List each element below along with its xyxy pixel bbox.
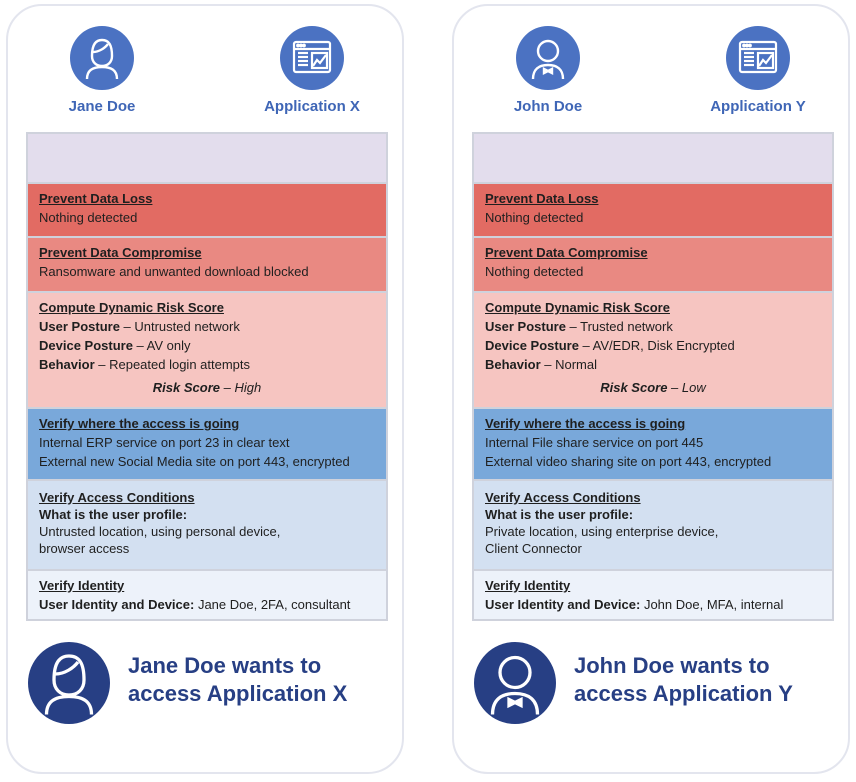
block-title: Compute Dynamic Risk Score xyxy=(39,300,224,315)
policy-stack xyxy=(472,132,834,621)
verify-destination-block xyxy=(472,409,834,481)
block-text: Internal ERP service on port 23 in clear text xyxy=(39,435,290,450)
device-posture-line: Device Posture – AV/EDR, Disk Encrypted xyxy=(485,338,735,353)
male-avatar-icon xyxy=(474,642,556,724)
block-text: Ransomware and unwanted download blocked xyxy=(39,264,309,279)
block-title: Verify Access Conditions xyxy=(485,490,641,505)
risk-score-line: Risk Score – High xyxy=(152,380,262,395)
profile-label: What is the user profile: xyxy=(485,507,634,522)
access-caption: John Doe wants to access Application Y xyxy=(574,653,793,706)
stack-header xyxy=(472,132,834,184)
block-title: Compute Dynamic Risk Score xyxy=(485,300,670,315)
block-text: External video sharing site on port 443, encrypted xyxy=(485,454,772,469)
user-card-john xyxy=(452,4,850,774)
block-title: Prevent Data Compromise xyxy=(39,245,202,260)
user-card-jane xyxy=(6,4,404,774)
block-text: External new Social Media site on port 443, encrypted xyxy=(39,454,350,469)
block-text: browser access xyxy=(39,541,130,556)
application-chart-icon xyxy=(726,26,790,90)
block-title: Verify where the access is going xyxy=(39,416,240,431)
female-user-icon xyxy=(70,26,134,90)
identity-line: User Identity and Device: John Doe, MFA, internal xyxy=(485,597,784,612)
policy-stack xyxy=(26,132,388,621)
identity-line: User Identity and Device: Jane Doe, 2FA, consultant xyxy=(39,597,351,612)
block-text: Untrusted location, using personal device, xyxy=(39,524,281,539)
block-title: Prevent Data Loss xyxy=(485,191,599,206)
block-title: Verify where the access is going xyxy=(485,416,686,431)
user-name-label: John Doe xyxy=(513,98,583,115)
behavior-line: Behavior – Repeated login attempts xyxy=(39,357,251,372)
block-text: Private location, using enterprise device, xyxy=(485,524,719,539)
prevent-data-loss-block xyxy=(472,184,834,238)
application-chart-icon xyxy=(280,26,344,90)
block-text: Client Connector xyxy=(485,541,582,556)
block-title: Prevent Data Loss xyxy=(39,191,153,206)
risk-score-block xyxy=(472,293,834,409)
verify-identity-block xyxy=(26,571,388,621)
stack-header xyxy=(26,132,388,184)
female-avatar-icon xyxy=(28,642,110,724)
application-name-label: Application X xyxy=(264,98,360,115)
block-text: Nothing detected xyxy=(39,210,138,225)
block-title: Verify Identity xyxy=(39,578,125,593)
block-title: Verify Access Conditions xyxy=(39,490,195,505)
risk-score-line: Risk Score – Low xyxy=(600,380,706,395)
prevent-data-loss-block xyxy=(26,184,388,238)
profile-label: What is the user profile: xyxy=(39,507,188,522)
verify-destination-block xyxy=(26,409,388,481)
user-name-label: Jane Doe xyxy=(68,98,136,115)
block-title: Prevent Data Compromise xyxy=(485,245,648,260)
device-posture-line: Device Posture – AV only xyxy=(39,338,191,353)
block-text: Internal File share service on port 445 xyxy=(485,435,704,450)
user-posture-line: User Posture – Untrusted network xyxy=(39,319,240,334)
verify-identity-block xyxy=(472,571,834,621)
prevent-data-compromise-block xyxy=(26,238,388,293)
verify-conditions-block xyxy=(472,481,834,571)
behavior-line: Behavior – Normal xyxy=(485,357,597,372)
access-caption: Jane Doe wants to access Application X xyxy=(128,653,348,706)
application-name-label: Application Y xyxy=(710,98,806,115)
block-text: Nothing detected xyxy=(485,264,584,279)
prevent-data-compromise-block xyxy=(472,238,834,293)
verify-conditions-block xyxy=(26,481,388,571)
block-title: Verify Identity xyxy=(485,578,571,593)
male-user-icon xyxy=(516,26,580,90)
risk-score-block xyxy=(26,293,388,409)
user-posture-line: User Posture – Trusted network xyxy=(485,319,673,334)
block-text: Nothing detected xyxy=(485,210,584,225)
